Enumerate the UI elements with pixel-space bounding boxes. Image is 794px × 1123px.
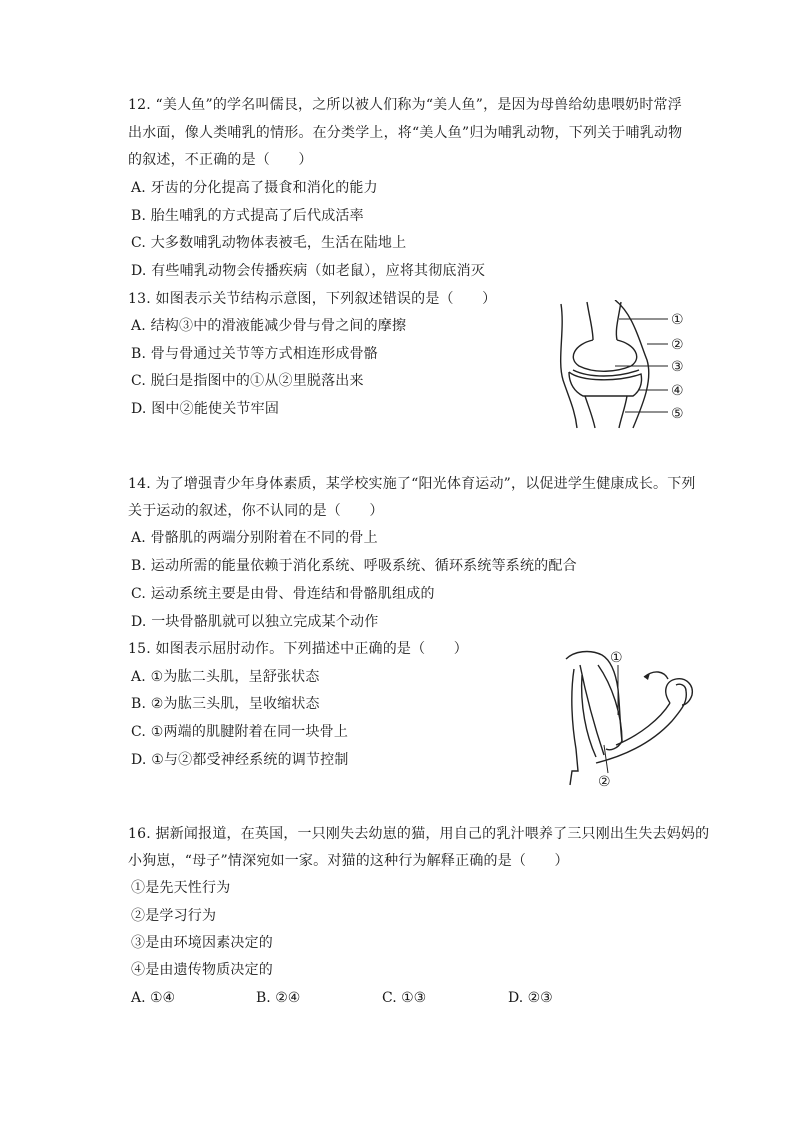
q15-stem: 15. 如图表示屈肘动作。下列描述中正确的是（ ） — [128, 641, 468, 657]
q15-option-b: B. ②为肱三头肌，呈收缩状态 — [131, 696, 320, 712]
lower-bone-shaft — [585, 396, 627, 428]
q15-option-c: C. ①两端的肌腱附着在同一块骨上 — [131, 724, 349, 740]
q16-statement-3: ③是由环境因素决定的 — [131, 935, 273, 951]
q13-option-c: C. 脱臼是指图中的①从②里脱落出来 — [131, 373, 364, 389]
q14-option-a: A. 骨骼肌的两端分别附着在不同的骨上 — [131, 530, 378, 546]
hand-fist — [666, 679, 693, 705]
arm-label-2: ② — [598, 774, 611, 790]
forearm-upper — [616, 703, 670, 745]
q15-option-a: A. ①为肱二头肌，呈舒张状态 — [131, 669, 320, 685]
joint-label-4: ④ — [671, 383, 684, 399]
q14-option-d: D. 一块骨骼肌就可以独立完成某个动作 — [131, 614, 379, 630]
q16-stem-line2: 小狗崽，“母子”情深宛如一家。对猫的这种行为解释正确的是（ ） — [128, 853, 569, 869]
joint-label-3: ③ — [671, 359, 684, 375]
arrow-head — [644, 673, 650, 680]
q12-stem-line2: 出水面，像人类哺乳的情形。在分类学上，将“美人鱼”归为哺乳动物，下列关于哺乳动物 — [128, 125, 683, 141]
elbow-flexion-figure — [560, 645, 700, 790]
hand-fingers — [676, 684, 686, 691]
upper-bone-shaft — [587, 302, 621, 340]
joint-label-5: ⑤ — [671, 406, 684, 422]
q14-stem-line1: 14. 为了增强青少年身体素质，某学校实施了“阳光体育运动”，以促进学生健康成长。下列 — [128, 476, 696, 492]
q12-option-d: D. 有些哺乳动物会传播疾病（如老鼠），应将其彻底消灭 — [131, 263, 486, 279]
joint-label-2: ② — [671, 337, 684, 353]
q13-option-d: D. 图中②能使关节牢固 — [131, 401, 280, 417]
q12-stem-line3: 的叙述，不正确的是（ ） — [128, 152, 313, 168]
q16-choice-c: C. ①③ — [382, 990, 427, 1006]
q12-option-c: C. 大多数哺乳动物体表被毛，生活在陆地上 — [131, 235, 407, 251]
triceps-muscle — [582, 675, 596, 757]
q14-option-c: C. 运动系统主要是由骨、骨连结和骨骼肌组成的 — [131, 586, 435, 602]
forearm-lower — [596, 691, 686, 763]
q12-option-a: A. 牙齿的分化提高了摄食和消化的能力 — [131, 180, 378, 196]
q16-statement-4: ④是由遗传物质决定的 — [131, 962, 273, 978]
q12-option-b: B. 胎生哺乳的方式提高了后代成活率 — [131, 208, 364, 224]
joint-structure-figure — [555, 300, 695, 430]
q14-stem-line2: 关于运动的叙述，你不认同的是（ ） — [128, 503, 384, 519]
q16-choice-b: B. ②④ — [256, 990, 301, 1006]
q16-statement-1: ①是先天性行为 — [131, 880, 231, 896]
q13-option-b: B. 骨与骨通过关节等方式相连形成骨骼 — [131, 346, 378, 362]
q13-stem: 13. 如图表示关节结构示意图，下列叙述错误的是（ ） — [128, 291, 497, 307]
q15-option-d: D. ①与②都受神经系统的调节控制 — [131, 752, 349, 768]
q16-choice-d: D. ②③ — [508, 990, 553, 1006]
arm-label-1: ① — [610, 650, 623, 666]
joint-head — [573, 340, 636, 371]
upper-arm-back — [570, 669, 578, 785]
q12-stem-line1: 12. “美人鱼”的学名叫儒艮，之所以被人们称为“美人鱼”，是因为母兽给幼患喂奶时常浮 — [128, 97, 682, 113]
joint-label-1: ① — [671, 312, 684, 328]
q16-stem-line1: 16. 据新闻报道，在英国，一只刚失去幼崽的猫，用自己的乳汁喂养了三只刚出生失去妈妈的 — [128, 826, 710, 842]
q13-option-a: A. 结构③中的滑液能减少骨与骨之间的摩擦 — [131, 318, 407, 334]
q16-choice-a: A. ①④ — [131, 990, 176, 1006]
q16-statement-2: ②是学习行为 — [131, 908, 217, 924]
q14-option-b: B. 运动所需的能量依赖于消化系统、呼吸系统、循环系统等系统的配合 — [131, 558, 577, 574]
joint-capsule-left — [561, 304, 577, 428]
